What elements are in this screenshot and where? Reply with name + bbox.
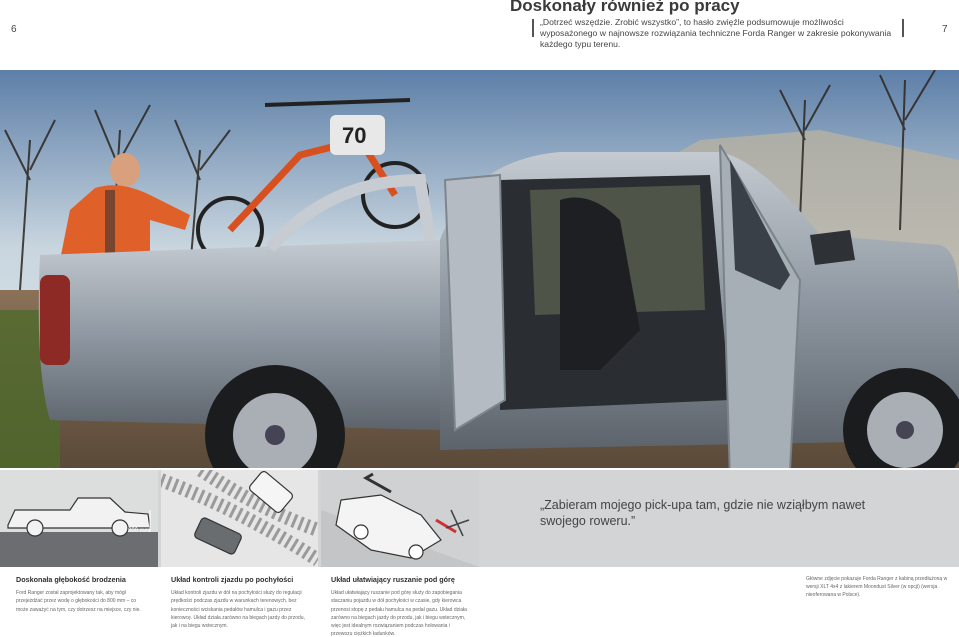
wading-depth-thumb <box>0 470 158 567</box>
feature-title: Układ kontroli zjazdu po pochyłości <box>171 575 294 584</box>
customer-quote: „Zabieram mojego pick-upa tam, gdzie nie wziąłbym nawet swojego roweru.” <box>540 498 866 528</box>
svg-text:70: 70 <box>342 123 367 148</box>
feature-title: Doskonała głębokość brodzenia <box>16 575 126 584</box>
caption-text: Główne zdjęcie pokazuje Forda Ranger z kabiną przedłużoną w wersji XLT 4x4 z lakierem Moondust Silver (w opcji) (wersja nieoferowana w Polsce). <box>806 576 948 598</box>
feature-text: Układ kontroli zjazdu w dół na pochyłości służy do regulacji prędkości podczas zjazdu w warunkach terenowych, bez konieczności wciskania pedałów hamulca i gazu przez kierowcę. Układ działa zarówno na biegach jazdy do przodu, jak i na biegu wstecznym. <box>171 590 305 630</box>
hero-illustration <box>0 70 959 468</box>
photo-caption <box>806 575 948 599</box>
hill-start-illustration <box>321 470 479 567</box>
feature-text: Ford Ranger został zaprojektowany tak, aby mógł przejeżdżać przez wodę o głębokości do 800 mm – co może zaważyć na tym, czy dotrzesz na miejsce, czy nie. <box>16 590 141 613</box>
intro-divider-right <box>902 19 904 37</box>
feature-text: Układ ułatwiający ruszanie pod górę służy do zapobiegania staczaniu pojazdu w dół pochyłości w czasie, gdy kierowca przenosi stopę z pedału hamulca na pedał gazu. Układ działa zarówno na biegach jazdy do przodu, jak i biegu wstecznym, więc jest idealnym rozwiązaniem podczas holowania i przewozu ciężkich ładunków. <box>331 590 467 637</box>
intro-divider-left <box>532 19 534 37</box>
feature-wading <box>16 575 146 614</box>
hill-start-thumb <box>321 470 479 567</box>
feature-hill-start <box>331 575 467 637</box>
hero-photo <box>0 70 959 468</box>
feature-hill-descent <box>171 575 307 630</box>
hill-descent-illustration <box>161 470 318 567</box>
page-number-left: 6 <box>11 24 17 35</box>
intro-text: „Dotrzeć wszędzie. Zrobić wszystko”, to hasło zwięźle podsumowuje możliwości wyposażonego w najnowsze rozwiązania techniczne Forda Ranger w zakresie pokonywania każdego typu terenu. <box>540 17 892 49</box>
wading-depth-illustration <box>0 470 158 567</box>
page-title: Doskonały również po pracy <box>510 0 740 15</box>
feature-title: Układ ułatwiający ruszanie pod górę <box>331 575 455 584</box>
page-number-right: 7 <box>942 24 948 35</box>
hill-descent-thumb <box>161 470 318 567</box>
wading-depth-label: 800 mm <box>128 528 150 534</box>
